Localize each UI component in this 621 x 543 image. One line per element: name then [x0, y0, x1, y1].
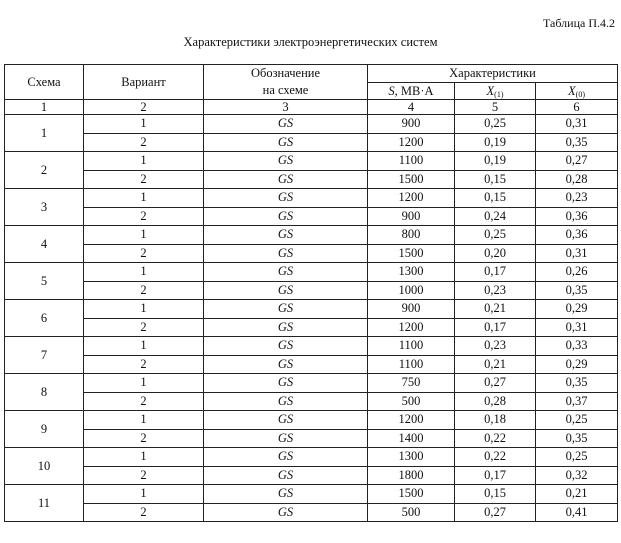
x1-cell: 0,17	[455, 318, 536, 337]
x0-cell: 0,35	[536, 429, 618, 448]
table-row	[5, 337, 618, 356]
x1-cell: 0,27	[455, 374, 536, 393]
table-row	[5, 152, 618, 171]
header-s-unit: , МВ·А	[394, 83, 434, 98]
table-row	[5, 355, 618, 374]
s-cell: 1200	[368, 318, 455, 337]
x0-cell: 0,35	[536, 281, 618, 300]
table-row	[5, 318, 618, 337]
designation-cell: GS	[204, 503, 368, 522]
header-scheme: Схема	[5, 65, 84, 100]
table-row	[5, 411, 618, 430]
s-cell: 500	[368, 392, 455, 411]
variant-cell: 1	[84, 226, 204, 245]
designation-cell: GS	[204, 207, 368, 226]
x0-cell: 0,36	[536, 207, 618, 226]
s-cell: 900	[368, 115, 455, 134]
scheme-cell: 3	[5, 189, 84, 226]
designation-cell: GS	[204, 281, 368, 300]
x0-cell: 0,23	[536, 189, 618, 208]
x1-cell: 0,23	[455, 337, 536, 356]
s-cell: 1200	[368, 133, 455, 152]
designation-cell: GS	[204, 133, 368, 152]
designation-cell: GS	[204, 115, 368, 134]
x1-cell: 0,21	[455, 300, 536, 319]
col-number-4: 4	[368, 100, 455, 115]
table-row	[5, 263, 618, 282]
designation-cell: GS	[204, 466, 368, 485]
variant-cell: 2	[84, 503, 204, 522]
s-cell: 900	[368, 207, 455, 226]
characteristics-table	[4, 64, 618, 522]
x0-cell: 0,29	[536, 355, 618, 374]
designation-cell: GS	[204, 374, 368, 393]
x1-cell: 0,27	[455, 503, 536, 522]
designation-cell: GS	[204, 170, 368, 189]
table-row	[5, 226, 618, 245]
variant-cell: 2	[84, 170, 204, 189]
x0-cell: 0,29	[536, 300, 618, 319]
designation-cell: GS	[204, 429, 368, 448]
variant-cell: 2	[84, 466, 204, 485]
table-body	[5, 115, 618, 522]
designation-cell: GS	[204, 337, 368, 356]
x0-cell: 0,25	[536, 411, 618, 430]
table-row	[5, 133, 618, 152]
header-x0-sub: (0)	[575, 89, 585, 99]
x1-cell: 0,17	[455, 466, 536, 485]
x0-cell: 0,31	[536, 244, 618, 263]
s-cell: 1400	[368, 429, 455, 448]
designation-cell: GS	[204, 300, 368, 319]
x1-cell: 0,20	[455, 244, 536, 263]
scheme-cell: 1	[5, 115, 84, 152]
table-row	[5, 244, 618, 263]
col-number-3: 3	[204, 100, 368, 115]
variant-cell: 1	[84, 152, 204, 171]
variant-cell: 2	[84, 207, 204, 226]
x0-cell: 0,31	[536, 115, 618, 134]
table-caption: Характеристики электроэнергетических систем	[183, 35, 438, 49]
col-number-1: 1	[5, 100, 84, 115]
s-cell: 1100	[368, 152, 455, 171]
variant-cell: 1	[84, 448, 204, 467]
variant-cell: 2	[84, 392, 204, 411]
header-designation-line1: Обозначение	[250, 66, 321, 80]
variant-cell: 1	[84, 115, 204, 134]
x0-cell: 0,32	[536, 466, 618, 485]
variant-cell: 2	[84, 318, 204, 337]
x0-cell: 0,37	[536, 392, 618, 411]
variant-cell: 1	[84, 263, 204, 282]
table-row	[5, 466, 618, 485]
s-cell: 1800	[368, 466, 455, 485]
s-cell: 900	[368, 300, 455, 319]
x1-cell: 0,24	[455, 207, 536, 226]
designation-cell: GS	[204, 152, 368, 171]
scheme-cell: 5	[5, 263, 84, 300]
table-row	[5, 429, 618, 448]
x1-cell: 0,17	[455, 263, 536, 282]
x1-cell: 0,15	[455, 485, 536, 504]
x1-cell: 0,23	[455, 281, 536, 300]
x1-cell: 0,19	[455, 133, 536, 152]
x0-cell: 0,31	[536, 318, 618, 337]
designation-cell: GS	[204, 318, 368, 337]
s-cell: 1500	[368, 170, 455, 189]
x1-cell: 0,15	[455, 189, 536, 208]
table-row	[5, 374, 618, 393]
designation-cell: GS	[204, 485, 368, 504]
scheme-cell: 8	[5, 374, 84, 411]
scheme-cell: 6	[5, 300, 84, 337]
variant-cell: 1	[84, 189, 204, 208]
x0-cell: 0,26	[536, 263, 618, 282]
variant-cell: 2	[84, 355, 204, 374]
x1-cell: 0,28	[455, 392, 536, 411]
s-cell: 1200	[368, 189, 455, 208]
x0-cell: 0,21	[536, 485, 618, 504]
designation-cell: GS	[204, 263, 368, 282]
s-cell: 1500	[368, 244, 455, 263]
header-x0	[536, 82, 618, 100]
variant-cell: 1	[84, 374, 204, 393]
variant-cell: 2	[84, 281, 204, 300]
s-cell: 500	[368, 503, 455, 522]
x1-cell: 0,22	[455, 429, 536, 448]
designation-cell: GS	[204, 448, 368, 467]
variant-cell: 1	[84, 337, 204, 356]
scheme-cell: 2	[5, 152, 84, 189]
s-cell: 1300	[368, 448, 455, 467]
variant-cell: 2	[84, 429, 204, 448]
variant-cell: 2	[84, 244, 204, 263]
scheme-cell: 10	[5, 448, 84, 485]
s-cell: 800	[368, 226, 455, 245]
designation-cell: GS	[204, 244, 368, 263]
variant-cell: 2	[84, 133, 204, 152]
scheme-cell: 7	[5, 337, 84, 374]
variant-cell: 1	[84, 300, 204, 319]
x0-cell: 0,41	[536, 503, 618, 522]
s-cell: 750	[368, 374, 455, 393]
table-row	[5, 115, 618, 134]
x0-cell: 0,33	[536, 337, 618, 356]
header-variant: Вариант	[84, 65, 204, 100]
x0-cell: 0,35	[536, 133, 618, 152]
s-cell: 1300	[368, 263, 455, 282]
x1-cell: 0,25	[455, 115, 536, 134]
x1-cell: 0,15	[455, 170, 536, 189]
table-number-label: Таблица П.4.2	[543, 16, 615, 30]
x1-cell: 0,22	[455, 448, 536, 467]
s-cell: 1100	[368, 337, 455, 356]
scheme-cell: 4	[5, 226, 84, 263]
x0-cell: 0,35	[536, 374, 618, 393]
table-row	[5, 448, 618, 467]
header-x1	[455, 82, 536, 100]
header-x1-sub: (1)	[494, 89, 504, 99]
s-cell: 1200	[368, 411, 455, 430]
col-number-6: 6	[536, 100, 618, 115]
header-x0-var: X	[568, 83, 576, 98]
table-row	[5, 503, 618, 522]
table-row	[5, 207, 618, 226]
table-row	[5, 300, 618, 319]
scheme-cell: 9	[5, 411, 84, 448]
col-number-2: 2	[84, 100, 204, 115]
x0-cell: 0,36	[536, 226, 618, 245]
x0-cell: 0,27	[536, 152, 618, 171]
designation-cell: GS	[204, 226, 368, 245]
s-cell: 1100	[368, 355, 455, 374]
variant-cell: 1	[84, 411, 204, 430]
x1-cell: 0,21	[455, 355, 536, 374]
variant-cell: 1	[84, 485, 204, 504]
table-row	[5, 170, 618, 189]
scheme-cell: 11	[5, 485, 84, 522]
header-s	[368, 82, 455, 100]
designation-cell: GS	[204, 411, 368, 430]
designation-cell: GS	[204, 392, 368, 411]
table-row	[5, 189, 618, 208]
header-x1-var: X	[486, 83, 495, 98]
col-number-5: 5	[455, 100, 536, 115]
header-designation-line2: на схеме	[262, 83, 309, 97]
table-row	[5, 485, 618, 504]
table-row	[5, 392, 618, 411]
header-s-var: S	[388, 83, 395, 98]
header-characteristics: Характеристики	[368, 65, 618, 83]
x1-cell: 0,25	[455, 226, 536, 245]
s-cell: 1500	[368, 485, 455, 504]
x0-cell: 0,28	[536, 170, 618, 189]
table-row	[5, 281, 618, 300]
column-number-row	[5, 100, 618, 115]
x1-cell: 0,18	[455, 411, 536, 430]
header-designation	[204, 65, 368, 100]
x0-cell: 0,25	[536, 448, 618, 467]
designation-cell: GS	[204, 189, 368, 208]
designation-cell: GS	[204, 355, 368, 374]
x1-cell: 0,19	[455, 152, 536, 171]
s-cell: 1000	[368, 281, 455, 300]
